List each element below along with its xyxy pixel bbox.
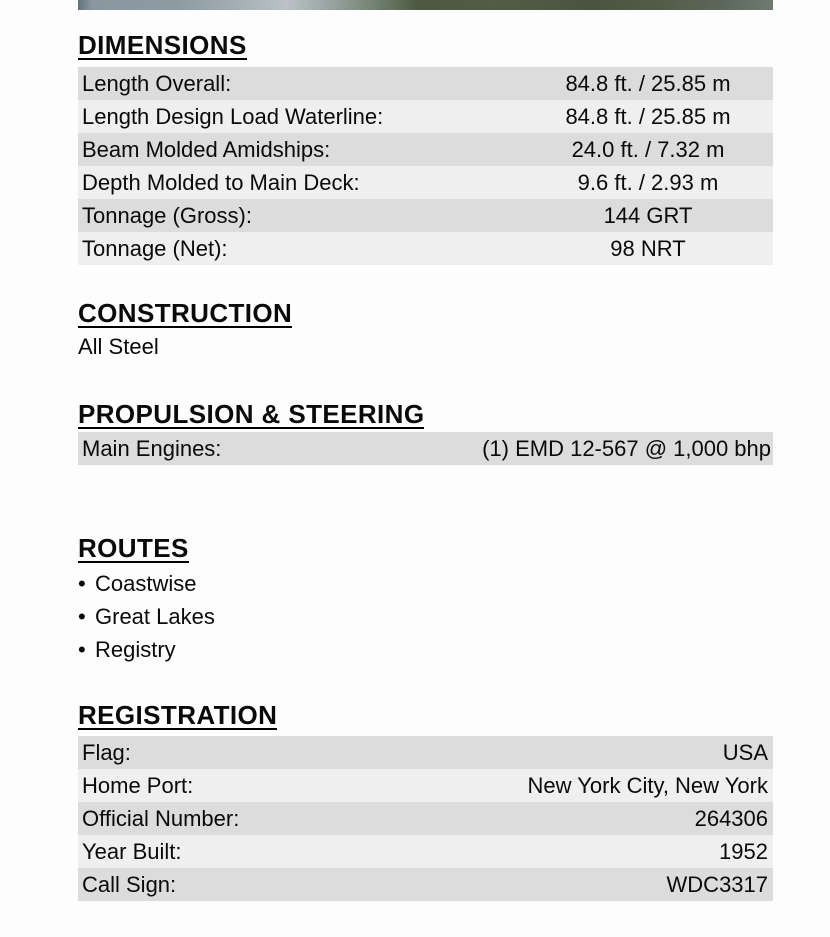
table-row [78, 100, 773, 133]
spec-label: Call Sign: [82, 871, 177, 897]
spec-value: 98 NRT [610, 235, 686, 261]
section-heading-construction: CONSTRUCTION [78, 298, 293, 328]
spec-value: 264306 [694, 805, 769, 831]
spec-label: Year Built: [82, 838, 182, 864]
routes-list [78, 567, 773, 666]
section-heading-registration: REGISTRATION [78, 700, 278, 730]
propulsion-table [78, 432, 773, 465]
spec-label: Length Design Load Waterline: [82, 103, 384, 129]
bullet-icon: • [78, 603, 86, 629]
table-row [78, 736, 773, 769]
spec-label: Home Port: [82, 772, 194, 798]
spec-label: Main Engines: [82, 435, 222, 461]
table-row [78, 199, 773, 232]
spec-label: Depth Molded to Main Deck: [82, 169, 360, 195]
dimensions-table [78, 67, 773, 265]
list-item [78, 567, 773, 600]
registration-table [78, 736, 773, 901]
section-heading-routes: ROUTES [78, 533, 189, 563]
list-item [78, 633, 773, 666]
list-item [78, 600, 773, 633]
spec-value: (1) EMD 12-567 @ 1,000 bhp [482, 435, 772, 461]
bullet-icon: • [78, 570, 86, 596]
spec-value: 144 GRT [603, 202, 693, 228]
spec-value: 1952 [719, 838, 768, 864]
route-label: Coastwise [95, 570, 197, 596]
table-row [78, 133, 773, 166]
spec-value: New York City, New York [527, 772, 768, 798]
table-row [78, 802, 773, 835]
spec-label: Flag: [82, 739, 131, 765]
spec-label: Beam Molded Amidships: [82, 136, 331, 162]
spec-label: Tonnage (Net): [82, 235, 228, 261]
table-row [78, 432, 773, 465]
table-row [78, 868, 773, 901]
table-row [78, 67, 773, 100]
table-row [78, 835, 773, 868]
spec-value: WDC3317 [666, 871, 769, 897]
section-heading-dimensions: DIMENSIONS [78, 30, 247, 60]
spec-value: 84.8 ft. / 25.85 m [565, 103, 731, 129]
table-row [78, 232, 773, 265]
spec-value: USA [722, 739, 769, 765]
bullet-icon: • [78, 636, 86, 662]
spec-sheet [78, 0, 773, 901]
construction-text: All Steel [78, 334, 159, 359]
route-label: Registry [95, 636, 176, 662]
spec-label: Tonnage (Gross): [82, 202, 252, 228]
table-row [78, 769, 773, 802]
spec-value: 84.8 ft. / 25.85 m [565, 70, 731, 96]
spec-label: Length Overall: [82, 70, 232, 96]
table-row [78, 166, 773, 199]
section-heading-propulsion: PROPULSION & STEERING [78, 399, 425, 429]
spec-label: Official Number: [82, 805, 240, 831]
route-label: Great Lakes [95, 603, 215, 629]
photo-bottom-edge [78, 0, 773, 10]
spec-value: 24.0 ft. / 7.32 m [571, 136, 725, 162]
spec-value: 9.6 ft. / 2.93 m [577, 169, 719, 195]
